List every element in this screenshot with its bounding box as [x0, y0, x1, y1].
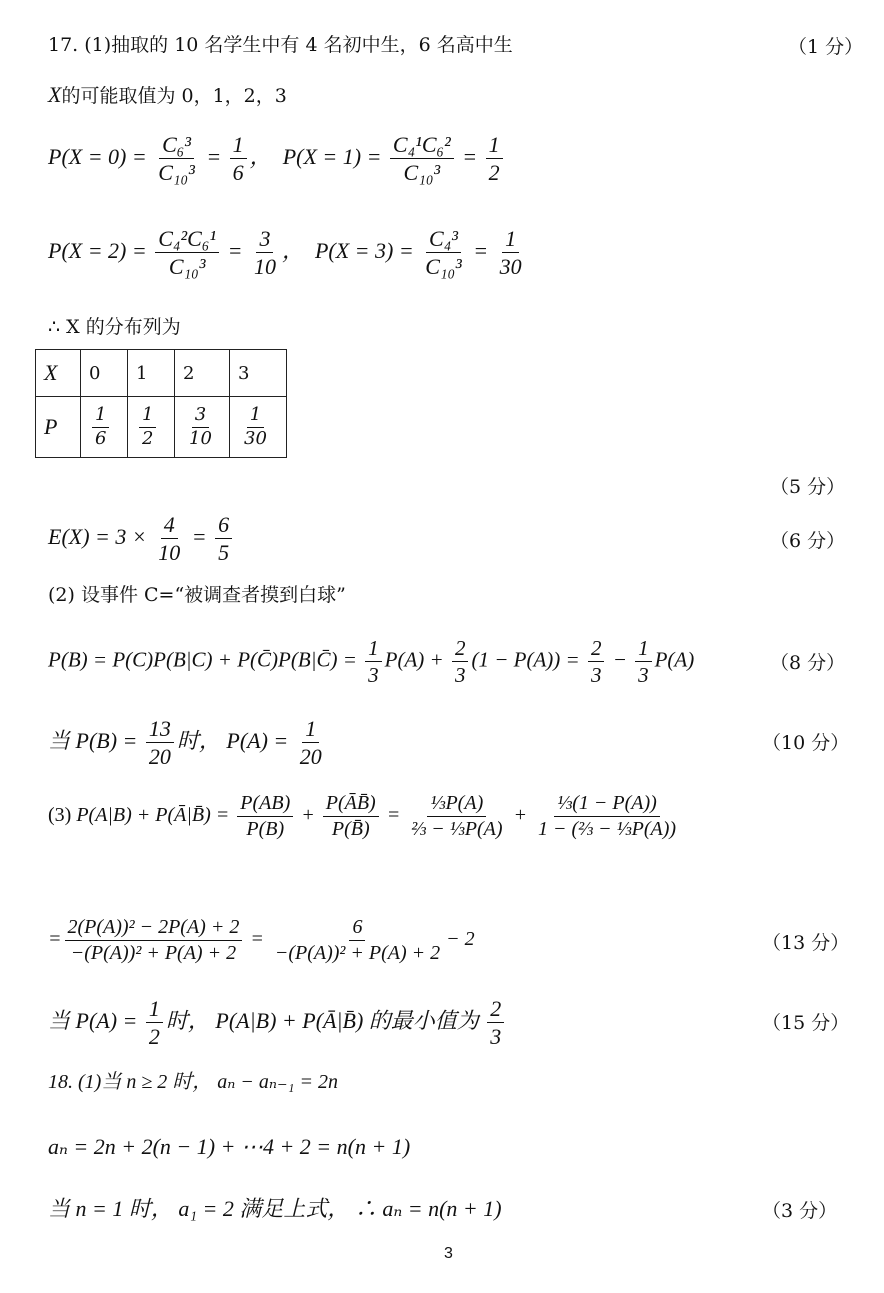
table-row-p	[36, 397, 287, 458]
min-pre: 当 P(A) =	[48, 1007, 138, 1033]
page-number: 3	[444, 1245, 453, 1262]
part2-intro: (2) 设事件 C=“被调查者摸到白球”	[48, 584, 346, 606]
p1-value-frac: $\frac{1}{2}$	[486, 132, 503, 186]
pb-frac-b: $\frac{2}{3}$	[452, 636, 469, 687]
p0-value-frac: $\frac{1}{6}$	[230, 132, 247, 186]
table-x-2: 2	[175, 350, 230, 397]
prob-line-23: P(X = 2) = $\frac{\text{C₄²C₆¹}}{\text{C₁₀³}}$ = $\frac{3}{10}$ ， P(X = 3) = $\frac{\text{C₄³}}{\text{C₁₀³}}$ = $\frac{1}{30}$	[48, 226, 528, 280]
distribution-table	[35, 349, 287, 458]
table-p-1: $\frac{1}{2}$	[128, 397, 175, 458]
pb-expr: P(B) = P(C)P(B|C) + P(C̄)P(B|C̄) =	[48, 647, 357, 672]
table-x-0: 0	[81, 350, 128, 397]
q18-line3: 当 n = 1 时， a₁ = 2 满足上式， ∴ aₙ = n(n + 1)	[48, 1196, 502, 1221]
table-x-1: 1	[128, 350, 175, 397]
p0-lhs: P(X = 0) =	[48, 143, 147, 169]
table-p-3: $\frac{1}{30}$	[230, 397, 287, 458]
min-pa-frac: $\frac{1}{2}$	[146, 996, 163, 1050]
pb-frac-c: $\frac{2}{3}$	[588, 636, 605, 687]
part3-frac2: $\frac{P(ĀB̄)}{P(B̄)}$	[323, 792, 379, 841]
p1-lhs: P(X = 1) =	[282, 143, 382, 169]
score-13: （13 分）	[762, 932, 850, 954]
p2-value-frac: $\frac{3}{10}$	[253, 226, 276, 280]
p3-comb-frac: $\frac{\text{C₄³}}{\text{C₁₀³}}$	[425, 226, 462, 280]
var-x: X	[48, 82, 62, 107]
score-5: （5 分）	[770, 476, 846, 498]
table-x-label: X	[36, 350, 81, 397]
table-x-3: 3	[230, 350, 287, 397]
pb-frac-a: $\frac{1}{3}$	[365, 636, 382, 687]
score-8: （8 分）	[770, 652, 846, 674]
q18-line2: aₙ = 2n + 2(n − 1) + ⋯4 + 2 = n(n + 1)	[48, 1134, 411, 1159]
when-pb-line: 当 P(B) = $\frac{13}{20}$ 时， P(A) = $\frac{1}{20}$	[48, 716, 328, 770]
score-10: （10 分）	[762, 732, 850, 754]
expectation-line: E(X) = 3 × $\frac{4}{10}$ = $\frac{6}{5}$	[48, 512, 235, 566]
pb-line: P(B) = P(C)P(B|C) + P(C̄)P(B|C̄) = $\frac{1}{3}$ P(A) + $\frac{2}{3}$ (1 − P(A)) = $\frac{2}{3}$ − $\frac{1}{3}$ P(A)	[48, 636, 695, 688]
when-pb-frac: $\frac{13}{20}$	[146, 716, 174, 770]
table-p-label: P	[36, 397, 81, 458]
score-1: （1 分）	[788, 36, 864, 58]
score-6: （6 分）	[770, 530, 846, 552]
p0-comb-frac: $\frac{\text{C₆³}}{\text{C₁₀³}}$	[158, 132, 195, 186]
score-3: （3 分）	[762, 1200, 838, 1222]
p3-lhs: P(X = 3) =	[314, 237, 414, 263]
p3-value-frac: $\frac{1}{30}$	[499, 226, 522, 280]
p1-comb-frac: $\frac{\text{C₄¹C₆²}}{\text{C₁₀³}}$	[390, 132, 454, 186]
ex-lhs: E(X) = 3 ×	[48, 523, 147, 549]
score-15: （15 分）	[762, 1012, 850, 1034]
table-p-0: $\frac{1}{6}$	[81, 397, 128, 458]
dist-intro: ∴ X 的分布列为	[48, 316, 181, 338]
part3-bigfrac1: $\frac{\text{⅓P(A)}}{\text{⅔ − ⅓P(A)}}$	[411, 792, 503, 840]
q17-values-line	[48, 84, 287, 106]
p2-lhs: P(X = 2) =	[48, 237, 147, 263]
min-line: 当 P(A) = $\frac{1}{2}$ 时， P(A|B) + P(Ā|B̄) 的最小值为 $\frac{2}{3}$	[48, 996, 507, 1050]
part3-bigfrac2: $\frac{\text{⅓(1 − P(A))}}{\text{1 − (⅔ − ⅓P(A))}}$	[537, 792, 677, 840]
part3-frac1: $\frac{P(AB)}{P(B)}$	[237, 792, 293, 841]
ex-frac: $\frac{4}{10}$	[158, 512, 181, 566]
prob-line-01: P(X = 0) = $\frac{\text{C₆³}}{\text{C₁₀³}}$ = $\frac{1}{6}$ ， P(X = 1) = $\frac{\text{C₄¹C₆²}}{\text{C₁₀³}}$ = $\frac{1}{2}$	[48, 132, 506, 186]
part3-line1: (3) P(A|B) + P(Ā|B̄) = $\frac{P(AB)}{P(B)}$ + $\frac{P(ĀB̄)}{P(B̄)}$ = $\frac{\text{⅓P(A)}}{\text{⅔ − ⅓P(A)}}$ + $\frac{\text{⅓(1 − P(A))}}{\text{1 − (⅔ − ⅓P(A))}}$	[48, 792, 682, 841]
pb-frac-d: $\frac{1}{3}$	[635, 636, 652, 687]
values-text: 的可能取值为 0，1，2，3	[61, 85, 287, 107]
part3-line2: = $\frac{\text{2(P(A))² − 2P(A) + 2}}{\text{−(P(A))² + P(A) + 2}}$ = $\frac{6}{\text{−(P(A))² + P(A) + 2}}$ − 2	[48, 916, 475, 964]
p2-comb-frac: $\frac{\text{C₄²C₆¹}}{\text{C₁₀³}}$	[155, 226, 219, 280]
part3-expr: P(A|B) + P(Ā|B̄) =	[76, 804, 230, 827]
when-pb-lhs: 当 P(B) =	[48, 727, 138, 753]
part3-line2-rfrac: $\frac{6}{\text{−(P(A))² + P(A) + 2}}$	[274, 916, 441, 964]
part3-label: (3)	[48, 804, 72, 827]
q17-line1: 17. (1)抽取的 10 名学生中有 4 名初中生，6 名高中生	[48, 34, 513, 56]
min-value-frac: $\frac{2}{3}$	[487, 996, 504, 1050]
when-pa-frac: $\frac{1}{20}$	[299, 716, 322, 770]
table-row-x	[36, 350, 287, 397]
q18-line1: 18. (1)当 n ≥ 2 时， aₙ − aₙ₋₁ = 2n	[48, 1071, 339, 1093]
part3-line2-frac: $\frac{\text{2(P(A))² − 2P(A) + 2}}{\text{−(P(A))² + P(A) + 2}}$	[65, 916, 243, 965]
table-p-2: $\frac{3}{10}$	[175, 397, 230, 458]
ex-result-frac: $\frac{6}{5}$	[215, 512, 232, 566]
